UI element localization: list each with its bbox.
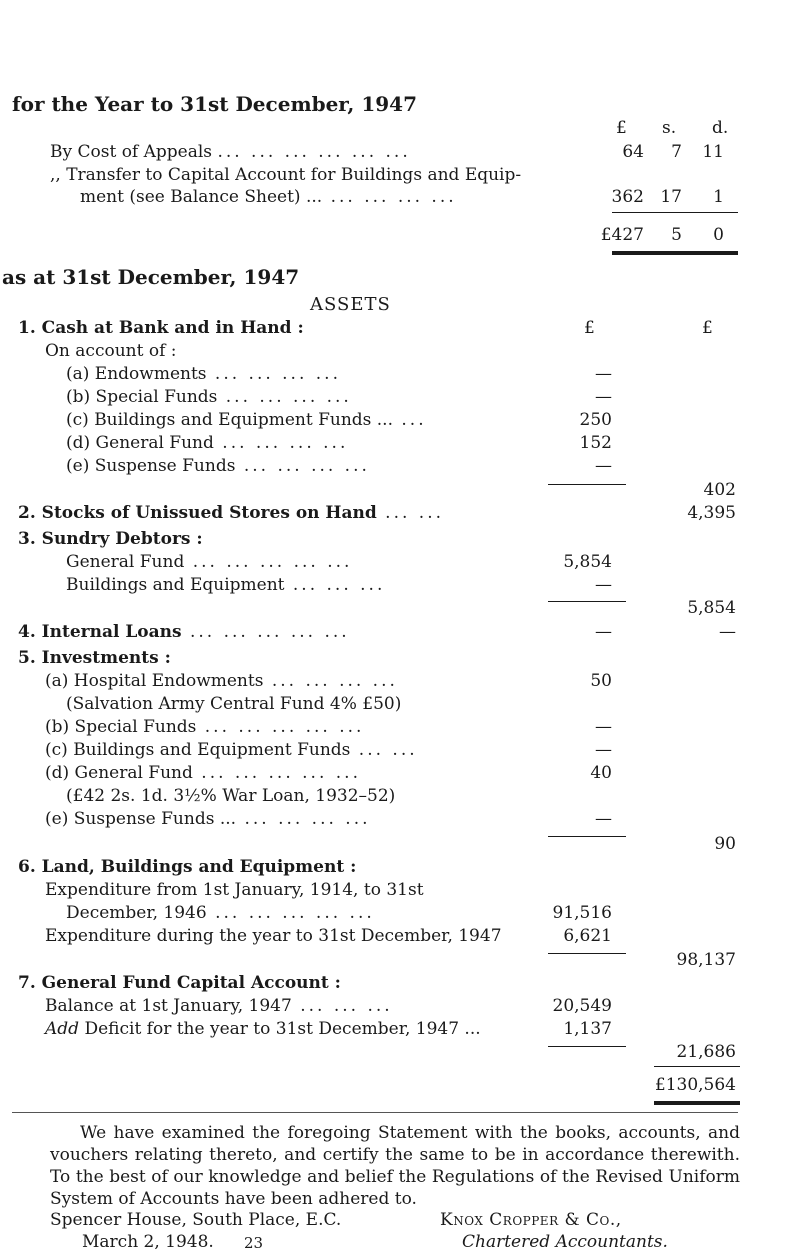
item1-total: 402 — [703, 480, 736, 500]
item7-total: 21,686 — [676, 1042, 736, 1062]
item4-total: — — [719, 622, 736, 642]
item6-amount2: 6,621 — [563, 926, 612, 946]
ie-row-shillings: 17 — [660, 187, 682, 207]
address-line1: Spencer House, South Place, E.C. — [50, 1210, 342, 1230]
item5-line-c: (c) Buildings and Equipment Funds ... ... — [45, 740, 418, 760]
ie-total-pounds: £427 — [600, 225, 644, 245]
item5-line-e: (e) Suspense Funds ... ... ... ... ... — [45, 809, 371, 829]
item5-amount-e: — — [595, 809, 612, 829]
item1-subheading: On account of : — [45, 341, 177, 361]
section-divider — [12, 1112, 738, 1113]
item1-line: (c) Buildings and Equipment Funds ... ... — [66, 410, 427, 430]
item5-note-a: (Salvation Army Central Fund 4% £50) — [66, 694, 402, 714]
item7-line1: Balance at 1st January, 1947 ... ... ... — [45, 996, 393, 1016]
item6-line1b: December, 1946 ... ... ... ... ... — [66, 903, 375, 923]
ie-total-shillings: 5 — [671, 225, 682, 245]
ie-row-pounds: 362 — [611, 187, 644, 207]
item1-title: 1. Cash at Bank and in Hand : — [18, 318, 304, 338]
item5-line-a: (a) Hospital Endowments ... ... ... ... — [45, 671, 398, 691]
item6-line2: Expenditure during the year to 31st December, 1947 — [45, 926, 502, 946]
item5-title: 5. Investments : — [18, 648, 171, 668]
item1-subtotal-rule — [548, 484, 626, 485]
item3-line: General Fund ... ... ... ... ... — [66, 552, 353, 572]
item3-total: 5,854 — [687, 598, 736, 618]
item5-amount-d: 40 — [590, 763, 612, 783]
ie-row-pence: 11 — [702, 142, 724, 162]
item5-amount-a: 50 — [590, 671, 612, 691]
col-pence-header: d. — [712, 118, 729, 138]
income-expenditure-heading: for the Year to 31st December, 1947 — [12, 92, 417, 116]
firm-name: Knox Cropper & Co., — [440, 1210, 622, 1230]
item7-line2: Add Deficit for the year to 31st December, 1947 ... — [45, 1019, 481, 1039]
item1-amount: — — [595, 387, 612, 407]
item1-line: (d) General Fund ... ... ... ... — [66, 433, 349, 453]
item3-amount: — — [595, 575, 612, 595]
item4-amount: — — [595, 622, 612, 642]
item7-amount1: 20,549 — [552, 996, 612, 1016]
item6-subtotal-rule — [548, 953, 626, 954]
grand-total-double-rule — [654, 1101, 740, 1105]
item7-title: 7. General Fund Capital Account : — [18, 973, 341, 993]
ie-subtotal-rule — [612, 212, 738, 213]
ie-row-shillings: 7 — [671, 142, 682, 162]
item5-line-b: (b) Special Funds ... ... ... ... ... — [45, 717, 365, 737]
item1-amount: — — [595, 364, 612, 384]
grand-total: £130,564 — [654, 1075, 736, 1095]
item3-title: 3. Sundry Debtors : — [18, 529, 203, 549]
item3-subtotal-rule — [548, 601, 626, 602]
item5-total: 90 — [714, 834, 736, 854]
item3-line: Buildings and Equipment ... ... ... — [66, 575, 386, 595]
item3-amount: 5,854 — [563, 552, 612, 572]
col-shillings-header: s. — [662, 118, 677, 138]
ie-row-pounds: 64 — [622, 142, 644, 162]
item1-amount: 152 — [579, 433, 612, 453]
item5-line-d: (d) General Fund ... ... ... ... ... — [45, 763, 361, 783]
item5-amount-b: — — [595, 717, 612, 737]
item5-subtotal-rule — [548, 836, 626, 837]
col1-currency: £ — [584, 318, 595, 338]
address-line2: March 2, 1948. — [82, 1232, 214, 1252]
item2-total: 4,395 — [687, 503, 736, 523]
item6-total: 98,137 — [676, 950, 736, 970]
ie-row-label: By Cost of Appeals ... ... ... ... ... ... — [50, 142, 411, 162]
item4-title: 4. Internal Loans ... ... ... ... ... — [18, 622, 350, 642]
assets-title: ASSETS — [310, 294, 391, 315]
item7-subtotal-rule — [548, 1046, 626, 1047]
item6-line1a: Expenditure from 1st January, 1914, to 31st — [45, 880, 424, 900]
item7-amount2: 1,137 — [563, 1019, 612, 1039]
item2-title: 2. Stocks of Unissued Stores on Hand ... ... — [18, 503, 444, 523]
col-pounds-header: £ — [616, 118, 627, 138]
page-number: 23 — [244, 1234, 264, 1252]
ie-total-pence: 0 — [713, 225, 724, 245]
item6-title: 6. Land, Buildings and Equipment : — [18, 857, 357, 877]
firm-title: Chartered Accountants. — [462, 1232, 668, 1252]
ie-row-label-cont: ment (see Balance Sheet) ... ... ... ... ... — [80, 187, 457, 207]
ie-row-label: ,, Transfer to Capital Account for Buildings and Equip- — [50, 165, 522, 185]
item5-amount-c: — — [595, 740, 612, 760]
grand-total-rule — [654, 1066, 740, 1067]
item1-amount: — — [595, 456, 612, 476]
item1-line: (b) Special Funds ... ... ... ... — [66, 387, 352, 407]
item1-line: (a) Endowments ... ... ... ... — [66, 364, 341, 384]
ie-total-double-rule — [612, 251, 738, 255]
balance-sheet-heading: as at 31st December, 1947 — [2, 265, 300, 289]
item1-line: (e) Suspense Funds ... ... ... ... — [66, 456, 370, 476]
item6-amount1: 91,516 — [552, 903, 612, 923]
ie-row-pence: 1 — [713, 187, 724, 207]
item5-note-d: (£42 2s. 1d. 3½% War Loan, 1932–52) — [66, 786, 396, 806]
certification-text: We have examined the foregoing Statement with the books, accounts, and vouchers relating thereto, and certify the same to be in accordance therewith. To the best of our knowledge and belief the Regulations of the Revised Uniform System of Accounts have been adhered to. — [50, 1123, 740, 1209]
item1-amount: 250 — [579, 410, 612, 430]
col2-currency: £ — [702, 318, 713, 338]
